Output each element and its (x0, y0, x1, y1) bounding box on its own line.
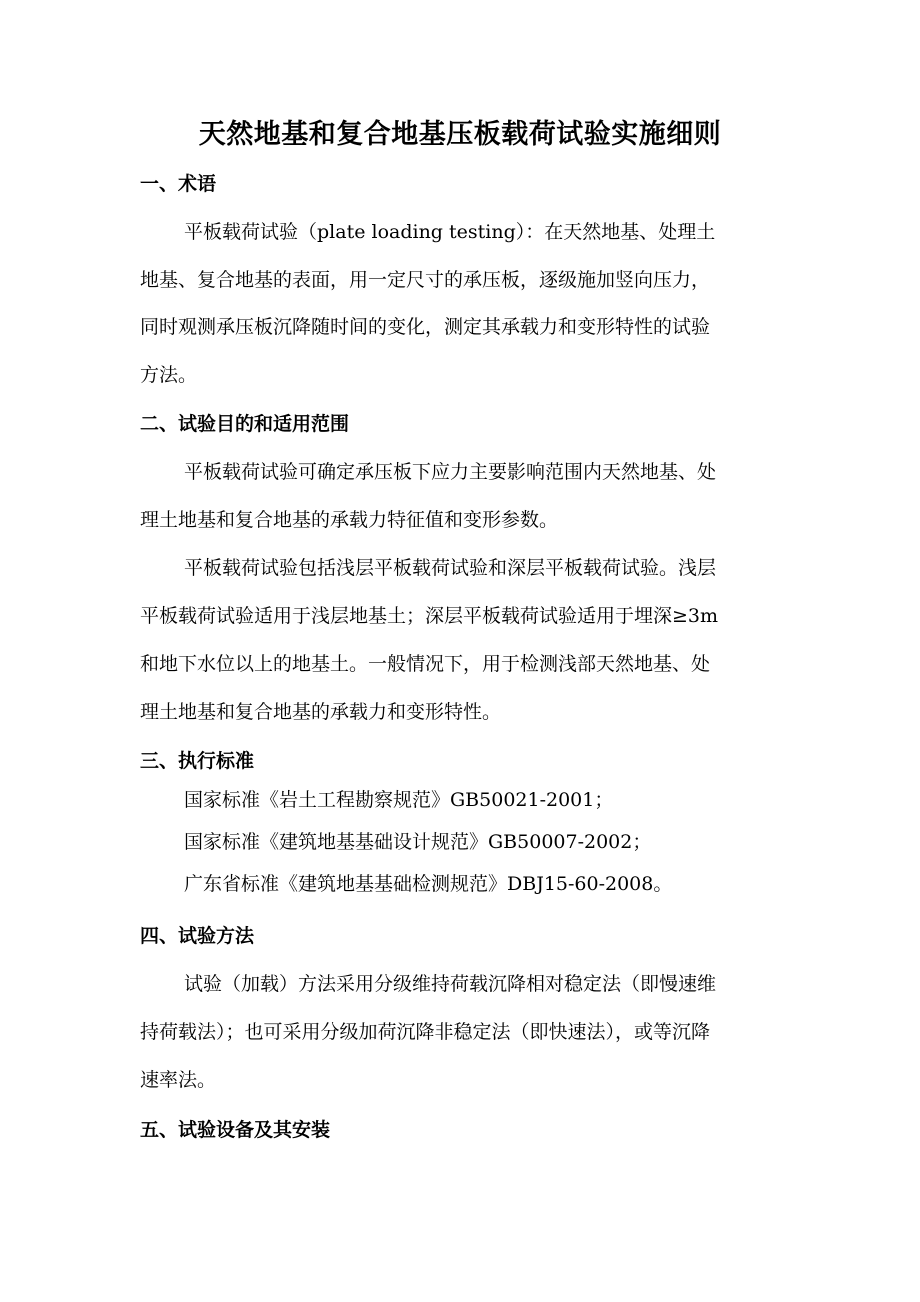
section-heading-equipment: 五、试验设备及其安装 (140, 1119, 331, 1141)
paragraph-line: 平板载荷试验包括浅层平板载荷试验和深层平板载荷试验。浅层 (184, 557, 717, 579)
section-heading-purpose-scope: 二、试验目的和适用范围 (140, 413, 350, 435)
paragraph-line: 理土地基和复合地基的承载力和变形特性。 (140, 701, 502, 723)
section-heading-test-method: 四、试验方法 (140, 925, 255, 947)
paragraph-line: 试验（加载）方法采用分级维持荷载沉降相对稳定法（即慢速维 (184, 973, 717, 995)
paragraph-line: 平板载荷试验（plate loading testing）：在天然地基、处理土 (184, 221, 716, 243)
paragraph-line: 地基、复合地基的表面，用一定尺寸的承压板，逐级施加竖向压力， (140, 269, 711, 291)
paragraph-line: 和地下水位以上的地基土。一般情况下，用于检测浅部天然地基、处 (140, 653, 711, 675)
standard-item: 国家标准《岩土工程勘察规范》GB50021-2001； (184, 789, 614, 811)
paragraph-line: 同时观测承压板沉降随时间的变化，测定其承载力和变形特性的试验 (140, 316, 711, 338)
paragraph-line: 理土地基和复合地基的承载力特征值和变形参数。 (140, 509, 559, 531)
standard-item: 广东省标准《建筑地基基础检测规范》DBJ15-60-2008。 (184, 873, 673, 895)
section-heading-standards: 三、执行标准 (140, 750, 255, 772)
paragraph-line: 速率法。 (140, 1069, 217, 1091)
section-heading-terms: 一、术语 (140, 173, 217, 195)
paragraph-line: 方法。 (140, 364, 198, 386)
document-title: 天然地基和复合地基压板载荷试验实施细则 (198, 119, 722, 150)
paragraph-line: 平板载荷试验适用于浅层地基土；深层平板载荷试验适用于埋深≥3m (140, 605, 719, 627)
paragraph-line: 平板载荷试验可确定承压板下应力主要影响范围内天然地基、处 (184, 461, 717, 483)
paragraph-line: 持荷载法）；也可采用分级加荷沉降非稳定法（即快速法），或等沉降 (140, 1021, 711, 1043)
standard-item: 国家标准《建筑地基基础设计规范》GB50007-2002； (184, 831, 652, 853)
